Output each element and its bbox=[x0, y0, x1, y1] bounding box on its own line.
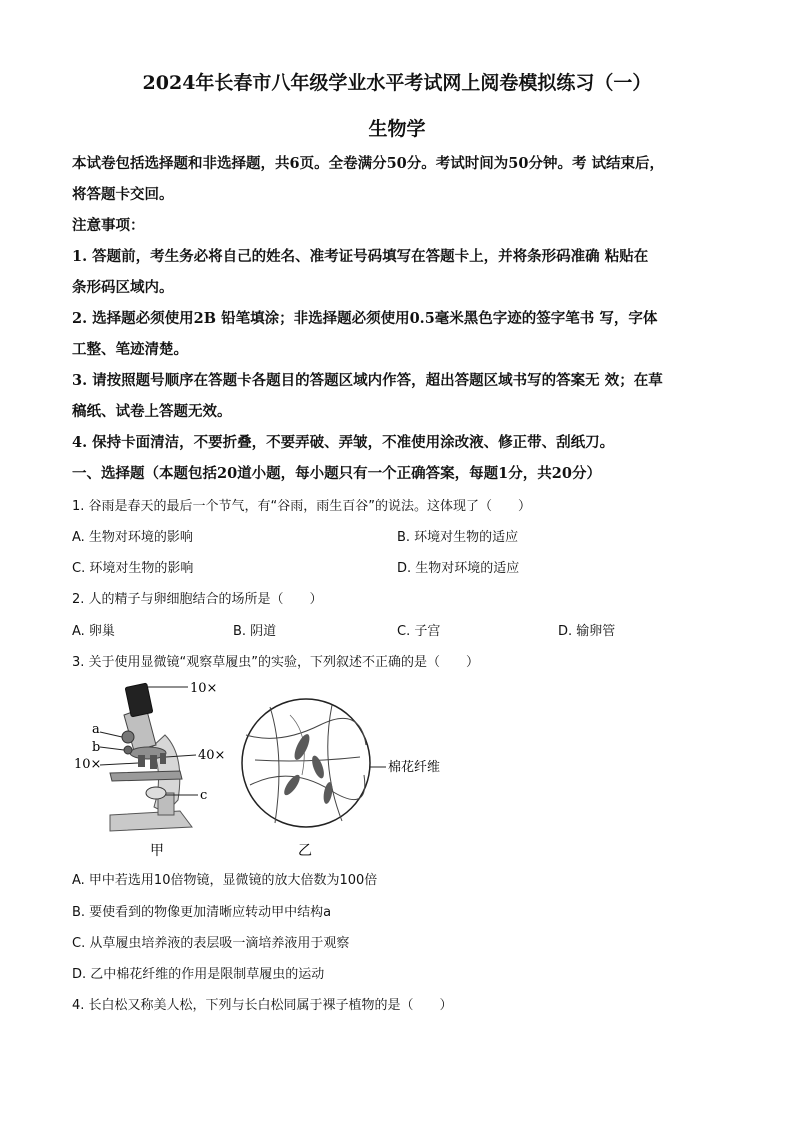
note-1-line-2: 条形码区域内。 bbox=[72, 279, 174, 296]
question-1-option-c: C. 环境对生物的影响 bbox=[72, 561, 194, 576]
question-2-stem: 2. 人的精子与卵细胞结合的场所是（ ） bbox=[72, 592, 323, 607]
intro-line-2: 将答题卡交回。 bbox=[72, 186, 174, 203]
question-1-option-d: D. 生物对环境的适应 bbox=[397, 561, 520, 576]
question-1-option-a: A. 生物对环境的影响 bbox=[72, 530, 193, 545]
intro-line-1: 本试卷包括选择题和非选择题，共6页。全卷满分50分。考试时间为50分钟。考 试结束后， bbox=[72, 155, 664, 172]
subject-title: 生物学 bbox=[368, 118, 426, 140]
notes-heading: 注意事项： bbox=[72, 217, 145, 234]
label-yi: 乙 bbox=[298, 843, 312, 859]
question-2-option-d: D. 输卵管 bbox=[558, 624, 616, 639]
question-3-option-b: B. 要使看到的物像更加清晰应转动甲中结构a bbox=[72, 905, 332, 920]
question-1-option-b: B. 环境对生物的适应 bbox=[397, 530, 519, 545]
label-10x-eyepiece: 10× bbox=[190, 681, 218, 696]
label-a: a bbox=[92, 722, 100, 737]
microscope-figure bbox=[70, 675, 470, 865]
note-1-line-1: 1. 答题前，考生务必将自己的姓名、准考证号码填写在答题卡上，并将条形码准确 粘贴在 bbox=[72, 248, 649, 265]
page-title: 2024年长春市八年级学业水平考试网上阅卷模拟练习（一） bbox=[142, 72, 652, 94]
field-of-view-drawing bbox=[242, 699, 386, 827]
section-heading: 一、选择题（本题包括20道小题，每小题只有一个正确答案，每题1分，共20分） bbox=[72, 465, 601, 482]
note-3-line-2: 稿纸、试卷上答题无效。 bbox=[72, 403, 232, 420]
note-4: 4. 保持卡面清洁，不要折叠，不要弄破、弄皱，不准使用涂改液、修正带、刮纸刀。 bbox=[72, 434, 615, 451]
question-2-option-a: A. 卵巢 bbox=[72, 624, 115, 639]
label-jia: 甲 bbox=[150, 843, 164, 859]
label-40x-objective: 40× bbox=[198, 748, 226, 763]
note-3-line-1: 3. 请按照题号顺序在答题卡各题目的答题区域内作答，超出答题区域书写的答案无 效；在草 bbox=[72, 372, 663, 389]
question-1-stem: 1. 谷雨是春天的最后一个节气，有“谷雨，雨生百谷”的说法。这体现了（ ） bbox=[72, 499, 532, 514]
question-4-stem: 4. 长白松又称美人松，下列与长白松同属于裸子植物的是（ ） bbox=[72, 998, 453, 1013]
note-2-line-2: 工整、笔迹清楚。 bbox=[72, 341, 188, 358]
label-b: b bbox=[92, 740, 101, 755]
question-2-option-c: C. 子宫 bbox=[397, 624, 441, 639]
label-10x-objective: 10× bbox=[74, 757, 102, 772]
note-2-line-1: 2. 选择题必须使用2B 铅笔填涂；非选择题必须使用0.5毫米黑色字迹的签字笔书 写，字体 bbox=[72, 310, 658, 327]
label-c: c bbox=[200, 788, 208, 803]
question-3-option-d: D. 乙中棉花纤维的作用是限制草履虫的运动 bbox=[72, 967, 325, 982]
label-cotton-fiber: 棉花纤维 bbox=[388, 760, 441, 775]
question-3-stem: 3. 关于使用显微镜“观察草履虫”的实验，下列叙述不正确的是（ ） bbox=[72, 655, 480, 670]
question-3-option-a: A. 甲中若选用10倍物镜，显微镜的放大倍数为100倍 bbox=[72, 873, 378, 888]
question-2-option-b: B. 阴道 bbox=[233, 624, 277, 639]
microscope-drawing bbox=[100, 683, 198, 831]
question-3-option-c: C. 从草履虫培养液的表层吸一滴培养液用于观察 bbox=[72, 936, 350, 951]
